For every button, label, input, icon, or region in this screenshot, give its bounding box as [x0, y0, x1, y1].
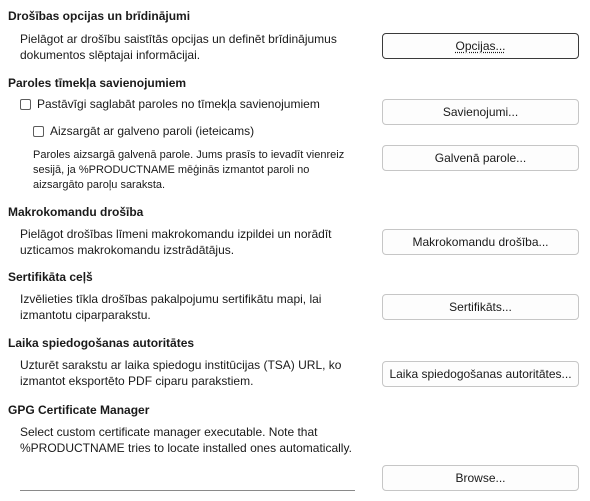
persist-passwords-option[interactable]: [20, 97, 320, 111]
security-options-heading: Drošības opcijas un brīdinājumi: [8, 9, 191, 23]
master-password-checkbox[interactable]: [33, 126, 44, 137]
macro-security-heading: Makrokomandu drošība: [8, 205, 144, 219]
gpg-description: Select custom certificate manager executable. Note that %PRODUCTNAME tries to locate installed ones automatically.: [20, 425, 352, 455]
tsa-button[interactable]: Laika spiedogošanas autoritātes...: [382, 361, 579, 387]
tsa-heading: Laika spiedogošanas autoritātes: [8, 336, 195, 350]
persist-passwords-checkbox[interactable]: [20, 99, 31, 110]
security-options-button[interactable]: Opcijas...: [382, 33, 579, 59]
master-password-note: Paroles aizsargā galvenā parole. Jums prasīs to ievadīt vienreiz sesijā, ja %PRODUCTNAME mēģinās izmantot paroli no aizsargāto paroļu saraksta.: [33, 149, 345, 191]
certificate-path-description: Izvēlieties tīkla drošības pakalpojumu sertifikātu mapi, lai izmantotu ciparparakstu.: [20, 292, 322, 322]
macro-security-description: Pielāgot drošības līmeni makrokomandu izpildei un norādīt uzticamos makrokomandu izstrādātājus.: [20, 227, 332, 257]
security-options-description: Pielāgot ar drošību saistītās opcijas un definēt brīdinājumus dokumentos slēptajai informācijai.: [20, 32, 337, 62]
master-password-button[interactable]: Galvenā parole...: [382, 145, 579, 171]
browse-button[interactable]: Browse...: [382, 465, 579, 491]
certificate-button[interactable]: Sertifikāts...: [382, 294, 579, 320]
web-passwords-heading: Paroles tīmekļa savienojumiem: [8, 76, 187, 90]
macro-security-button[interactable]: Makrokomandu drošība...: [382, 229, 579, 255]
gpg-heading: GPG Certificate Manager: [8, 403, 150, 417]
certificate-path-heading: Sertifikāta ceļš: [8, 270, 93, 284]
gpg-executable-input[interactable]: [20, 465, 355, 491]
master-password-label: Aizsargāt ar galveno paroli (ieteicams): [50, 124, 255, 138]
master-password-option[interactable]: [33, 124, 254, 138]
connections-button[interactable]: Savienojumi...: [382, 99, 579, 125]
tsa-description: Uzturēt sarakstu ar laika spiedogu institūcijas (TSA) URL, ko izmantot eksportēto PDF ciparu parakstiem.: [20, 358, 342, 388]
persist-passwords-label: Pastāvīgi saglabāt paroles no tīmekļa savienojumiem: [37, 97, 320, 111]
